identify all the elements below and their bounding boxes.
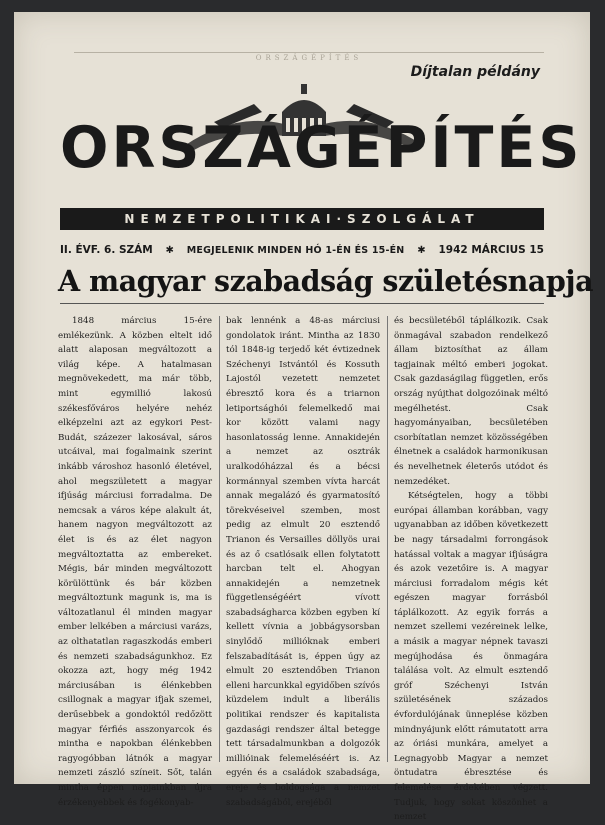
separator-star-icon: ✱ <box>165 244 174 256</box>
column-divider <box>219 316 220 762</box>
headline-divider <box>60 303 544 304</box>
article-column-1 <box>58 314 212 808</box>
newspaper-page <box>14 12 594 823</box>
paragraph: bak lennénk a 48-as márciusi gondolatok iránt. Mintha az 1830 tól 1848-ig terjedő két évtizednek Széchenyi Istvántól és Kossuth Lajostól vezetett nemzetet ébresztő kora és a triarnon letiportsághói felemelkedő mai kor között valami nagy hasonlatosság lenne. Annakidején a nemzet az osztrák uralkodóházzal és a bécsi kormánnyal szemben vívta harcát annak megalázó és gyarmatosító törekvéseivel szemben, most pedig az elmult 20 esztendő Trianon és Versailles döllyös urai és az ő csatlósaik ellen folytatott harcban telt el. Ahogyan annakidején a nemzetnek függetlenségéért vívott szabadságharca közben egyben kí kellett vívnia a jobbágysorsban sinylődő millióknak emberi felszabadítását is, éppen úgy az elmult 20 esztendőben Trianon elleni harcunkkal egyidőben szívós küzdelem indult a liberális politikai rendszer és kapitalista gazdasági rendszer által betegge tett társadalmunkban a dolgozók millióinak felemeléséért is. Az egyén és a családok szabadsága, ereje és boldogsága a nemzet szabadságából, erejéből <box>226 316 380 808</box>
separator-star-icon: ✱ <box>417 244 426 256</box>
column-divider <box>387 316 388 762</box>
paragraph: 1848 március 15-ére emlékezünk. A közben eltelt idő alatt alaposan megváltozott a világ képe. A hatalmasan megnövekedett, ma már több, mint egymillió lakosú székesfőváros helyére nehéz elképzelni azt az egykori Pest-Budát, százezer lakosával, sáros utcáival, mai fogalmaink szerint inkább városhoz hasonló életével, ahol megszületett a magyar ifjúság márciusi forradalma. De nemcsak a város képe alakult át, hanem nagyon megváltozott az élet is és az élet nagyon megváltoztatta az embereket. Mégis, bár minden megváltozott körülöttünk és bár közben megváltoztunk magunk is, ma is változatlanul él minden magyar ember lelkében a márciusi varázs, az olthatatlan ragaszkodás emberi és nemzeti szabadságunkhoz. Ez okozza azt, hogy még 1942 márciusában is élénkebben csillognak a magyar ifjak szemei, derűsebbek a gondoktól redőzött magyar férfiés asszonyarcok és mintha e napokban élénkebben ragyogóbban látnók a magyar nemzeti zászló színeit. Sőt, talán mintha éppen napjainkban újra érzékenyebbek és fogékonyab- <box>58 316 212 808</box>
article-column-3 <box>394 314 548 823</box>
paragraph: és becsületéből táplálkozik. Csak önmagával szabadon rendelkező állam biztosíthat az állam tagjainak méltó emberi jogokat. Csak gazdaságilag független, erős ország nyújthat dolgozóinak méltó megélhetést. Csak hagyományaiban, becsületében csorbítatlan nemzet közösségében élnetnek a családok harmonikusan és nevelhetnek életerős utódot és nemzedéket. <box>394 316 548 487</box>
masthead-subtitle: NEMZETPOLITIKAI·SZOLGÁLAT <box>60 208 544 230</box>
issue-frequency: MEGJELENIK MINDEN HÓ 1-ÉN ÉS 15-ÉN <box>186 244 405 256</box>
issue-line <box>60 244 544 256</box>
article-column-2 <box>226 314 380 808</box>
masthead-title: ORSZÁGÉPÍTÉS <box>60 115 583 181</box>
issue-date: 1942 MÁRCIUS 15 <box>438 244 544 256</box>
paragraph: Kétségtelen, hogy a többi európai államban korábban, vagy ugyanabban az időben következett be nagy társadalmi forrongások hatással voltak a magyar ifjúságra és azok vezetőire is. A magyar márciusi forradalom mégis két egészen magyar forrásból táplálkozott. Az egyik forrás a nemzet szellemi vezéreinek lelke, a másik a magyar népnek tavaszi megújhodása és önmagára találása volt. Az elmult esztendő gróf Széchenyi István születésének százados évfordulójának ünneplése közben mindnyájunk előtt rámutatott arra az óriási munkára, amelyet a Legnagyobb Magyar a nemzet öntudatra ébresztése és felemelése érdekében végzett. Tudjuk, hogy sokat köszönhet a nemzet <box>394 491 548 823</box>
issue-volume: II. ÉVF. 6. SZÁM <box>60 244 153 256</box>
article-headline: A magyar szabadság születésnapja <box>58 264 594 298</box>
faint-previous-masthead: ORSZÁGÉPÍTÉS <box>74 52 544 62</box>
free-copy-stamp: Díjtalan példány <box>410 64 540 80</box>
article-body <box>58 314 548 823</box>
